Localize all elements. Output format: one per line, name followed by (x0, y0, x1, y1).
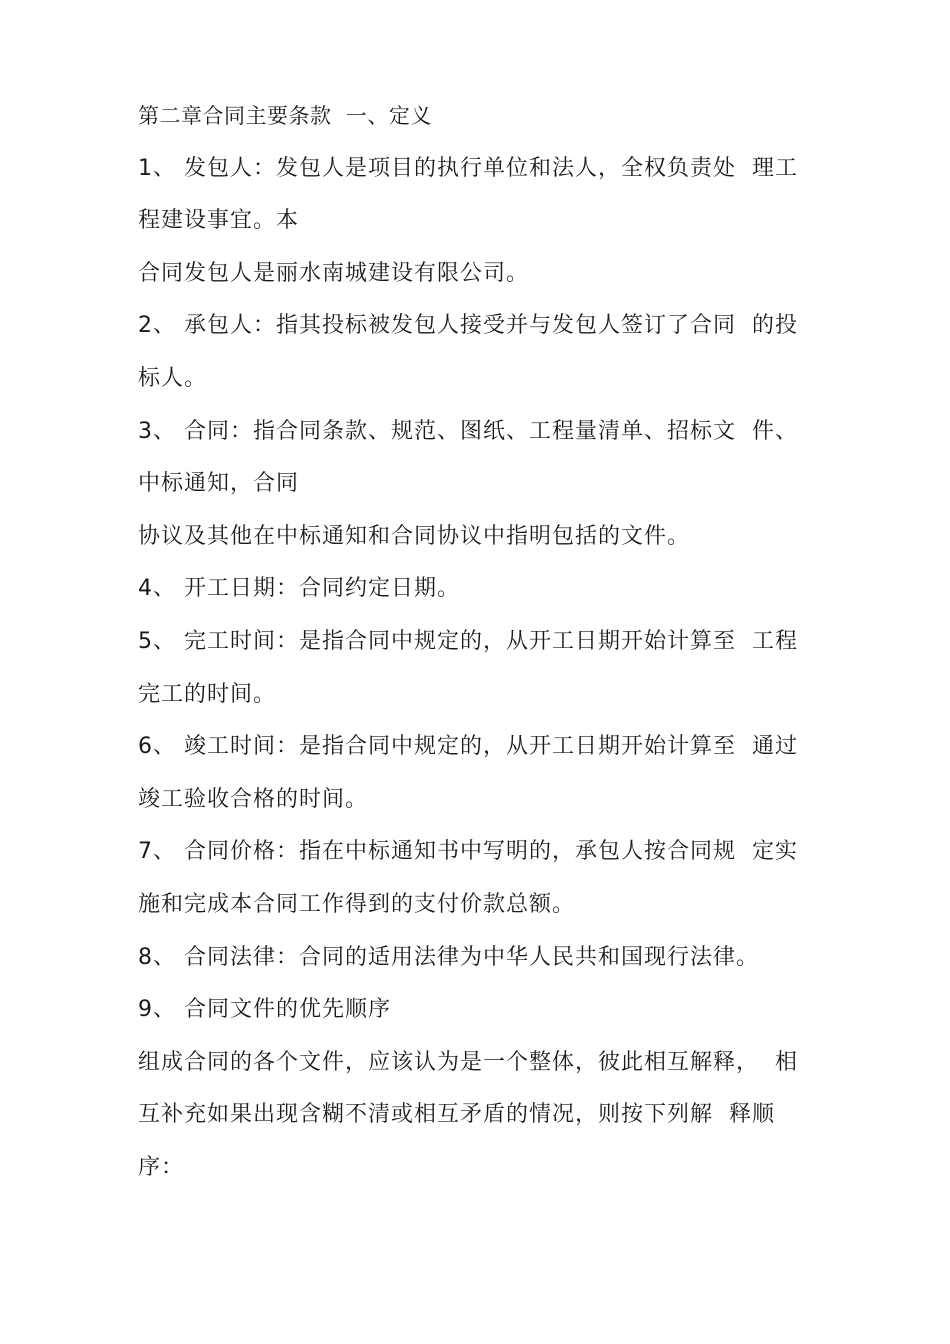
document-body (138, 96, 818, 1200)
clause-5-line-1: 5、 完工时间：是指合同中规定的，从开工日期开始计算至 工程 (138, 628, 798, 654)
clause-1-line-1: 1、 发包人：发包人是项目的执行单位和法人，全权负责处 理工 (138, 155, 798, 181)
clause-5-line-2: 完工的时间。 (138, 681, 277, 707)
paragraph-line-1: 组成合同的各个文件，应该认为是一个整体，彼此相互解释， 相 (138, 1049, 798, 1075)
clause-1-line-2: 程建设事宜。本 (138, 208, 300, 234)
clause-7-line-2: 施和完成本合同工作得到的支付价款总额。 (138, 891, 576, 917)
paragraph-line-3: 序： (138, 1154, 185, 1180)
clause-9-line-1: 9、 合同文件的优先顺序 (138, 997, 391, 1023)
clause-8-line-1: 8、 合同法律：合同的适用法律为中华人民共和国现行法律。 (138, 944, 759, 970)
section-heading: 第二章合同主要条款 一、定义 (138, 104, 432, 128)
clause-3-line-2: 中标通知，合同 (138, 471, 300, 497)
clause-2-line-1: 2、 承包人：指其投标被发包人接受并与发包人签订了合同 的投 (138, 313, 798, 339)
clause-1-line-3: 合同发包人是丽水南城建设有限公司。 (138, 260, 530, 286)
clause-6-line-2: 竣工验收合格的时间。 (138, 786, 369, 812)
clause-2-line-2: 标人。 (138, 365, 208, 391)
paragraph-line-2: 互补充如果出现含糊不清或相互矛盾的情况，则按下列解 释顺 (138, 1102, 775, 1128)
clause-4-line-1: 4、 开工日期：合同约定日期。 (138, 576, 460, 602)
clause-3-line-1: 3、 合同：指合同条款、规范、图纸、工程量清单、招标文 件、 (138, 418, 798, 444)
clause-3-line-3: 协议及其他在中标通知和合同协议中指明包括的文件。 (138, 523, 691, 549)
clause-7-line-1: 7、 合同价格：指在中标通知书中写明的，承包人按合同规 定实 (138, 839, 798, 865)
clause-6-line-1: 6、 竣工时间：是指合同中规定的，从开工日期开始计算至 通过 (138, 734, 798, 760)
